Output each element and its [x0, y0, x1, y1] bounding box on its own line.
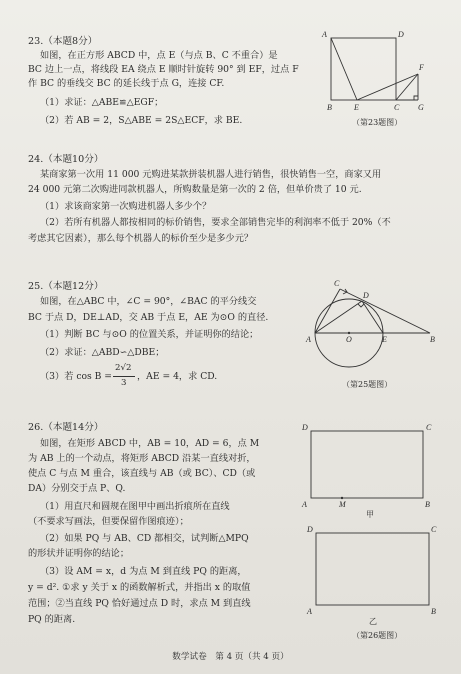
q23-line2: BC 边上一点，将线段 EA 绕点 E 顺时针旋转 90° 到 EF，过点 F	[28, 64, 299, 75]
q23-label-g: G	[418, 103, 424, 112]
q26-fig1-label-c: C	[426, 423, 432, 432]
q26-fig1-caption: 甲	[366, 510, 374, 519]
q24-header: 24.（本题10分）	[28, 154, 104, 165]
q25-label-c: C	[334, 279, 340, 288]
q25-label-e: E	[382, 335, 387, 344]
q26-fig2-label-a: A	[307, 607, 312, 616]
q26-fig1-label-a: A	[302, 500, 307, 509]
q26-fig1-label-m: M	[339, 500, 346, 509]
q25-header: 25.（本题12分）	[28, 281, 104, 292]
q24-line2: 24 000 元第二次购进同款机器人，所购数量是第一次的 2 倍，但单价贵了 10 元.	[28, 184, 362, 195]
q23-label-b: B	[327, 103, 332, 112]
q26-fig1-label-b: B	[425, 500, 430, 509]
q24-part2: （2）若所有机器人都按相同的标价销售，要求全部销售完毕的利润率不低于 20%（不	[40, 217, 391, 228]
page-footer: 数学试卷 第 4 页（共 4 页）	[172, 652, 289, 662]
q25-line1: 如图，在△ABC 中，∠C = 90°，∠BAC 的平分线交	[40, 296, 257, 307]
q25-part3-b: ，AE = 4，求 CD.	[137, 371, 218, 382]
q25-line2: BC 于点 D，DE⊥AD，交 AB 于点 E，AE 为⊙O 的直径.	[28, 312, 269, 323]
q23-part2: （2）若 AB = 2，S△ABE = 2S△ECF，求 BE.	[40, 115, 243, 126]
q23-label-a: A	[322, 30, 327, 39]
q25-frac-num: 2√2	[115, 363, 132, 373]
q26-part2-b: 的形状并证明你的结论；	[28, 548, 130, 559]
q26-fig1-label-d: D	[302, 423, 308, 432]
q23-label-c: C	[394, 103, 400, 112]
q26-part1-a: （1）用直尺和圆规在图甲中画出折痕所在直线	[40, 501, 230, 512]
q24-part3: 考虑其它因素），那么每个机器人的标价至少是多少元？	[28, 233, 254, 244]
q23-label-f: F	[419, 63, 424, 72]
q26-caption: （第26题图）	[352, 631, 403, 640]
q25-part2: （2）求证：△ABD∽△DBE；	[40, 347, 165, 358]
q26-part3-c: 范围；②当直线 PQ 恰好通过点 D 时，求点 M 到直线	[28, 598, 251, 609]
q23-label-d: D	[398, 30, 404, 39]
q23-caption: （第23题图）	[352, 118, 403, 127]
q23-label-e: E	[354, 103, 359, 112]
q25-label-o: O	[346, 335, 352, 344]
q25-label-a: A	[306, 335, 311, 344]
q25-frac-den: 3	[121, 378, 127, 388]
q26-part1-b: （不要求写画法，但要保留作图痕迹）；	[28, 516, 189, 527]
q26-fig2-caption: 乙	[369, 617, 377, 626]
q26-line2: 为 AB 上的一个动点，将矩形 ABCD 沿某一直线对折，	[28, 453, 256, 464]
q26-fig2-label-d: D	[307, 525, 313, 534]
q25-label-b: B	[430, 335, 435, 344]
q26-fig2-label-c: C	[431, 525, 437, 534]
q26-part3-d: PQ 的距离.	[28, 614, 76, 625]
q25-part3-a: （3）若 cos B =	[40, 371, 113, 382]
q26-header: 26.（本题14分）	[28, 422, 104, 433]
q24-line1: 某商家第一次用 11 000 元购进某款拼装机器人进行销售，很快销售一空，商家又用	[40, 169, 382, 180]
q26-fig2-label-b: B	[431, 607, 436, 616]
q26-part2-a: （2）如果 PQ 与 AB、CD 都相交，试判断△MPQ	[40, 533, 249, 544]
q26-part3-b: y = d². ①求 y 关于 x 的函数解析式，并指出 x 的取值	[28, 582, 251, 593]
q25-caption: （第25题图）	[342, 380, 393, 389]
q23-part1: （1）求证：△ABE≌△EGF；	[40, 97, 164, 108]
q23-line3: 作 BC 的垂线交 BC 的延长线于点 G，连接 CF.	[28, 78, 225, 89]
q24-part1: （1）求该商家第一次购进机器人多少个？	[40, 201, 212, 212]
q25-label-d: D	[363, 291, 369, 300]
q26-line4: DA）分别交于点 P、Q.	[28, 483, 126, 494]
q23-header: 23.（本题8分）	[28, 36, 98, 47]
q25-part1: （1）判断 BC 与⊙O 的位置关系，并证明你的结论；	[40, 329, 259, 340]
q26-part3-a: （3）设 AM = x，d 为点 M 到直线 PQ 的距离，	[40, 566, 247, 577]
q26-line3: 使点 C 与点 M 重合，该直线与 AB（或 BC）、CD（或	[28, 468, 256, 479]
q26-line1: 如图，在矩形 ABCD 中，AB = 10，AD = 6，点 M	[40, 438, 260, 449]
q23-line1: 如图，在正方形 ABCD 中，点 E（与点 B、C 不重合）是	[40, 50, 278, 61]
